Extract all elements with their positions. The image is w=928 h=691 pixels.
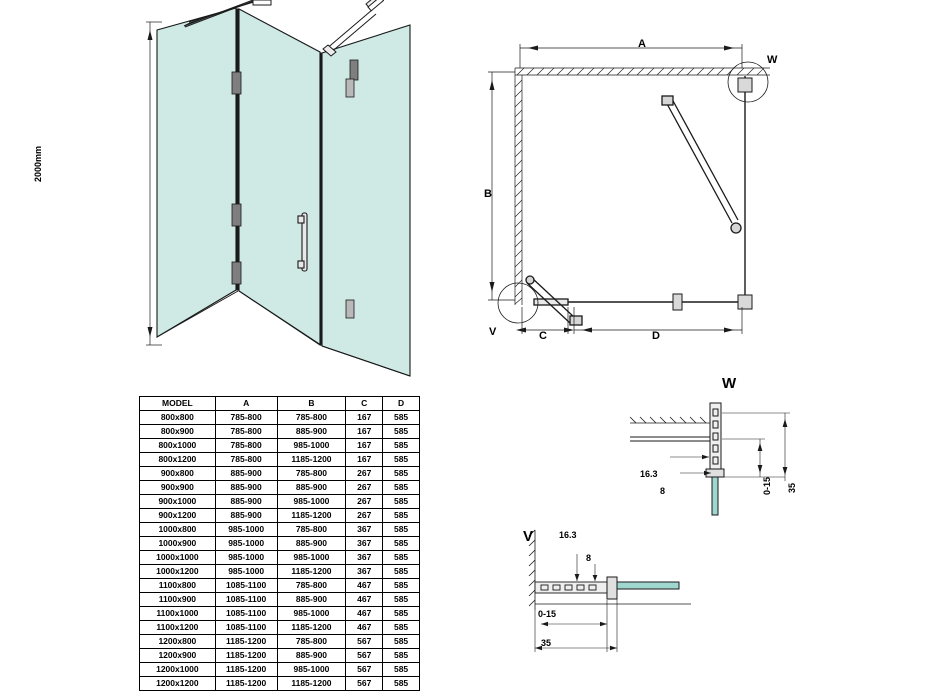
table-cell: 467 xyxy=(346,579,383,593)
table-cell: 167 xyxy=(346,439,383,453)
table-cell: 585 xyxy=(383,551,420,565)
table-row xyxy=(140,495,420,509)
plan-dim-b-label: B xyxy=(484,188,492,200)
table-cell: 585 xyxy=(383,565,420,579)
table-cell: 585 xyxy=(383,593,420,607)
table-header-model: MODEL xyxy=(140,397,216,411)
table-cell: 1185-1200 xyxy=(215,663,277,677)
table-cell: 1100x1200 xyxy=(140,621,216,635)
table-cell: 1085-1100 xyxy=(215,593,277,607)
table-cell: 267 xyxy=(346,481,383,495)
table-cell: 785-800 xyxy=(215,439,277,453)
table-cell: 1185-1200 xyxy=(215,635,277,649)
table-row xyxy=(140,425,420,439)
table-cell: 900x1200 xyxy=(140,509,216,523)
table-cell: 585 xyxy=(383,439,420,453)
table-cell: 367 xyxy=(346,551,383,565)
table-cell: 785-800 xyxy=(277,467,346,481)
table-cell: 1085-1100 xyxy=(215,579,277,593)
table-cell: 585 xyxy=(383,481,420,495)
detail-v-callout-label: V xyxy=(489,326,497,338)
table-cell: 785-800 xyxy=(277,523,346,537)
table-cell: 567 xyxy=(346,677,383,691)
table-header-c: C xyxy=(346,397,383,411)
table-cell: 885-900 xyxy=(277,481,346,495)
table-cell: 985-1000 xyxy=(215,537,277,551)
table-cell: 1100x1000 xyxy=(140,607,216,621)
table-cell: 985-1000 xyxy=(215,523,277,537)
table-row xyxy=(140,565,420,579)
table-cell: 585 xyxy=(383,579,420,593)
table-row xyxy=(140,663,420,677)
table-cell: 585 xyxy=(383,537,420,551)
table-header-row xyxy=(140,397,420,411)
table-cell: 1100x800 xyxy=(140,579,216,593)
detail-v-dim-163: 16.3 xyxy=(559,530,577,540)
table-cell: 1200x800 xyxy=(140,635,216,649)
table-cell: 585 xyxy=(383,523,420,537)
table-cell: 585 xyxy=(383,607,420,621)
table-cell: 1200x900 xyxy=(140,649,216,663)
model-spec-table xyxy=(139,396,420,691)
table-cell: 1085-1100 xyxy=(215,607,277,621)
table-row xyxy=(140,523,420,537)
table-cell: 1200x1200 xyxy=(140,677,216,691)
table-cell: 985-1000 xyxy=(277,495,346,509)
table-cell: 567 xyxy=(346,663,383,677)
table-cell: 1185-1200 xyxy=(277,453,346,467)
table-cell: 800x1200 xyxy=(140,453,216,467)
table-cell: 167 xyxy=(346,425,383,439)
table-cell: 885-900 xyxy=(277,593,346,607)
table-row xyxy=(140,621,420,635)
table-cell: 585 xyxy=(383,495,420,509)
detail-v-dim-35: 35 xyxy=(541,638,552,648)
table-cell: 467 xyxy=(346,621,383,635)
perspective-view xyxy=(110,0,470,400)
plan-view xyxy=(470,30,810,360)
table-cell: 1185-1200 xyxy=(215,677,277,691)
table-cell: 800x1000 xyxy=(140,439,216,453)
table-cell: 585 xyxy=(383,621,420,635)
table-cell: 1000x1200 xyxy=(140,565,216,579)
table-header-b: B xyxy=(277,397,346,411)
table-cell: 985-1000 xyxy=(215,551,277,565)
table-cell: 785-800 xyxy=(215,411,277,425)
height-dimension-label: 2000mm xyxy=(33,145,43,182)
table-cell: 1185-1200 xyxy=(215,649,277,663)
detail-w-dim-163: 16.3 xyxy=(640,469,658,479)
detail-v-dim-8: 8 xyxy=(586,553,592,563)
table-cell: 1100x900 xyxy=(140,593,216,607)
table-row xyxy=(140,593,420,607)
detail-w-callout-label: W xyxy=(767,54,778,66)
table-cell: 585 xyxy=(383,467,420,481)
table-cell: 985-1000 xyxy=(277,439,346,453)
detail-w-dim-8: 8 xyxy=(660,486,666,496)
table-cell: 900x800 xyxy=(140,467,216,481)
table-row xyxy=(140,677,420,691)
table-cell: 885-900 xyxy=(277,537,346,551)
table-row xyxy=(140,579,420,593)
table-cell: 585 xyxy=(383,663,420,677)
table-row xyxy=(140,453,420,467)
table-cell: 1185-1200 xyxy=(277,509,346,523)
plan-dim-c-label: C xyxy=(539,330,547,342)
table-cell: 367 xyxy=(346,565,383,579)
table-cell: 885-900 xyxy=(215,495,277,509)
table-row xyxy=(140,649,420,663)
table-cell: 167 xyxy=(346,411,383,425)
table-cell: 985-1000 xyxy=(277,551,346,565)
plan-dim-a-label: A xyxy=(638,38,646,50)
detail-w-dim-015: 0-15 xyxy=(762,476,772,495)
table-header-a: A xyxy=(215,397,277,411)
plan-dim-d-label: D xyxy=(652,330,660,342)
table-cell: 885-900 xyxy=(277,649,346,663)
table-cell: 1000x1000 xyxy=(140,551,216,565)
table-row xyxy=(140,481,420,495)
table-cell: 1185-1200 xyxy=(277,565,346,579)
detail-v-title: V xyxy=(523,528,534,545)
table-cell: 567 xyxy=(346,635,383,649)
table-cell: 167 xyxy=(346,453,383,467)
table-cell: 585 xyxy=(383,649,420,663)
table-row xyxy=(140,551,420,565)
table-cell: 800x900 xyxy=(140,425,216,439)
table-cell: 1200x1000 xyxy=(140,663,216,677)
table-cell: 1000x800 xyxy=(140,523,216,537)
table-cell: 1085-1100 xyxy=(215,621,277,635)
table-cell: 785-800 xyxy=(277,411,346,425)
table-header-d: D xyxy=(383,397,420,411)
table-cell: 985-1000 xyxy=(215,565,277,579)
table-cell: 1185-1200 xyxy=(277,621,346,635)
table-row xyxy=(140,411,420,425)
table-cell: 1000x900 xyxy=(140,537,216,551)
table-cell: 800x800 xyxy=(140,411,216,425)
table-cell: 585 xyxy=(383,411,420,425)
table-cell: 900x900 xyxy=(140,481,216,495)
table-cell: 585 xyxy=(383,425,420,439)
table-row xyxy=(140,467,420,481)
table-row xyxy=(140,607,420,621)
table-cell: 885-900 xyxy=(215,509,277,523)
table-cell: 885-900 xyxy=(215,467,277,481)
table-cell: 985-1000 xyxy=(277,607,346,621)
table-cell: 785-800 xyxy=(277,635,346,649)
table-cell: 467 xyxy=(346,607,383,621)
table-cell: 900x1000 xyxy=(140,495,216,509)
detail-w-title: W xyxy=(722,375,737,392)
table-cell: 267 xyxy=(346,509,383,523)
detail-w-dim-35: 35 xyxy=(787,482,797,493)
detail-v-view xyxy=(495,520,805,680)
table-cell: 585 xyxy=(383,635,420,649)
table-cell: 885-900 xyxy=(277,425,346,439)
table-cell: 585 xyxy=(383,453,420,467)
table-cell: 785-800 xyxy=(277,579,346,593)
table-cell: 585 xyxy=(383,677,420,691)
table-cell: 367 xyxy=(346,537,383,551)
table-cell: 785-800 xyxy=(215,425,277,439)
table-row xyxy=(140,509,420,523)
table-cell: 267 xyxy=(346,495,383,509)
table-cell: 367 xyxy=(346,523,383,537)
table-cell: 885-900 xyxy=(215,481,277,495)
table-cell: 267 xyxy=(346,467,383,481)
table-row xyxy=(140,635,420,649)
table-cell: 585 xyxy=(383,509,420,523)
table-row xyxy=(140,537,420,551)
table-cell: 985-1000 xyxy=(277,663,346,677)
table-cell: 785-800 xyxy=(215,453,277,467)
table-row xyxy=(140,439,420,453)
table-cell: 467 xyxy=(346,593,383,607)
detail-v-dim-015: 0-15 xyxy=(538,609,557,619)
detail-w-view xyxy=(610,395,900,535)
table-cell: 567 xyxy=(346,649,383,663)
table-cell: 1185-1200 xyxy=(277,677,346,691)
